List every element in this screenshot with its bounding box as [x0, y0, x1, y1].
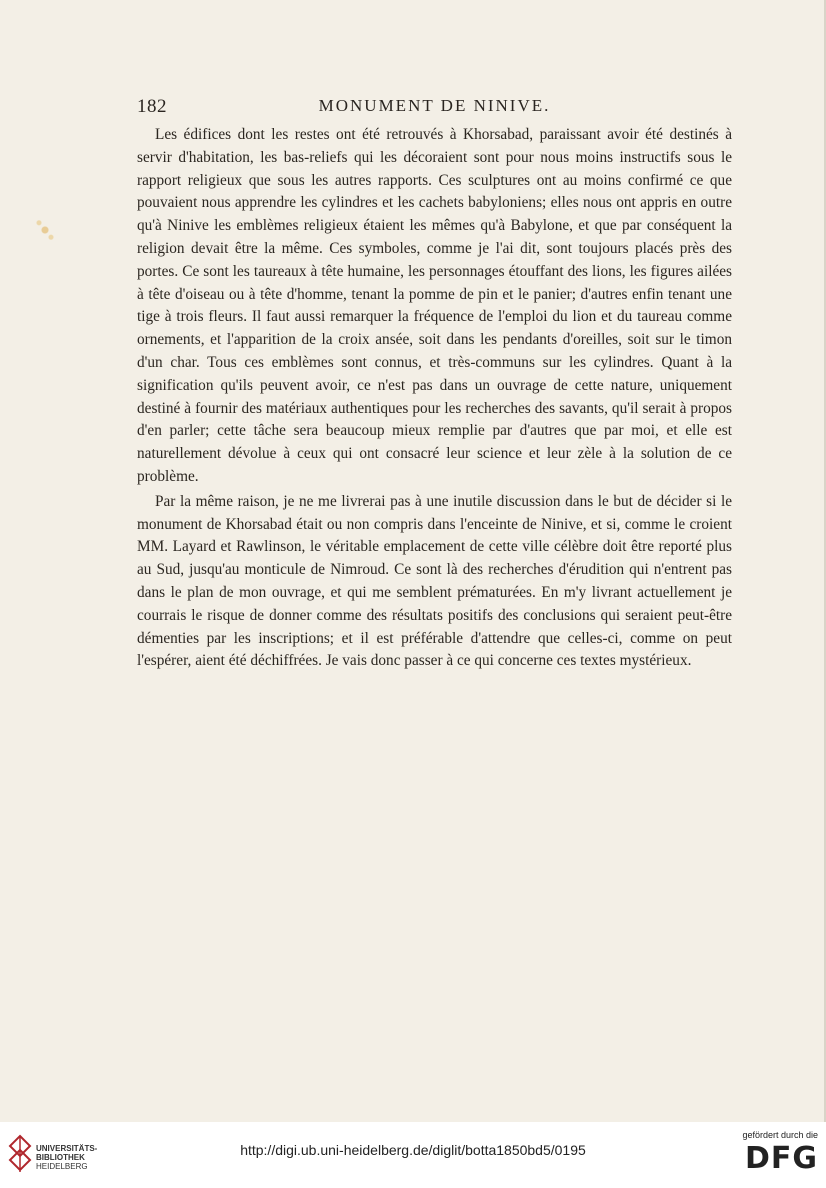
- dfg-logo: DFG: [744, 1141, 818, 1176]
- library-name-line1: UNIVERSITÄTS-: [36, 1144, 98, 1153]
- library-city: HEIDELBERG: [36, 1162, 88, 1171]
- document-url[interactable]: http://digi.ub.uni-heidelberg.de/diglit/botta1850bd5/0195: [240, 1142, 586, 1158]
- library-name-line2: BIBLIOTHEK: [36, 1153, 85, 1162]
- dfg-funding[interactable]: [742, 1130, 818, 1176]
- running-title: MONUMENT DE NINIVE.: [318, 96, 551, 115]
- page-number: 182: [137, 96, 167, 117]
- page-header: [137, 96, 732, 120]
- viewer-footer: [0, 1122, 826, 1188]
- body-text: [137, 124, 732, 673]
- funded-by-label: gefördert durch die: [742, 1130, 818, 1140]
- paragraph-2: Par la même raison, je ne me livrerai pas à une inutile discussion dans le but de décider si le monument de Khorsabad était ou non compris dans l'enceinte de Ninive, et si, comme le croient MM. Layard et Rawlinson, le véritable emplacement de cette ville célèbre doit être reporté plus au Sud, jusqu'au monticule de Nimroud. Ce sont là des recherches d'érudition qui n'entrent pas dans le plan de mon ouvrage, et qui me semblent prématurées. En m'y livrant actuellement je courrais le risque de donner comme des résultats positifs des conclusions qui seraient peut-être démenties par les inscriptions; et il est préférable d'attendre que celles-ci, comme on peut l'espérer, aient été déchiffrées. Je vais donc passer à ce qui concerne ces textes mystérieux.: [137, 492, 732, 670]
- paragraph-1: Les édifices dont les restes ont été retrouvés à Khorsabad, paraissant avoir été destinés à servir d'habitation, les bas-reliefs qui les décoraient sont pour nous moins instructifs sous le rapport religieux que sous les autres rapports. Ces sculptures ont au moins confirmé ce que pouvaient nous apprendre les cylindres et les cachets babyloniens; elles nous ont appris en outre qu'à Ninive les emblèmes religieux étaient les mêmes qu'à Babylone, et que par conséquent la religion devait être la même. Ces symboles, comme je l'ai dit, sont toujours placés près des portes. Ce sont les taureaux à tête humaine, les personnages étouffant des lions, les figures ailées à tête d'oiseau ou à tête d'homme, tenant la pomme de pin et le panier; d'autres enfin tenant une tige à trois fleurs. Il faut aussi remarquer la fréquence de l'emploi du lion et du taureau comme ornements, et l'apparition de la croix ansée, soit dans les pendants d'oreilles, soit sur le timon d'un char. Tous ces emblèmes sont connus, et très-communs sur les cylindres. Quant à la signification qu'ils peuvent avoir, ce n'est pas dans un ouvrage de cette nature, uniquement destiné à fournir des matériaux authentiques pour les recherches des savants, qu'il serait à propos d'en parler; cette tâche sera beaucoup mieux remplie par d'autres que par moi, et elle est naturellement dévolue à ceux qui ont consacré leur science et leur zèle à la solution de ce problème.: [137, 126, 732, 485]
- paper-stain: [30, 212, 60, 248]
